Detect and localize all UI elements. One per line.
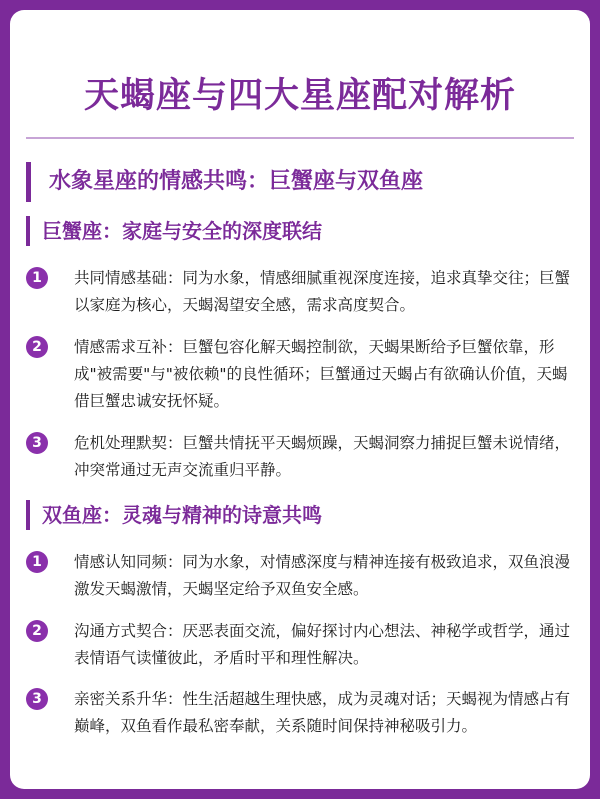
list-item-text: 危机处理默契：巨蟹共情抚平天蝎烦躁，天蝎洞察力捕捉巨蟹未说情绪，冲突常通过无声交流重归平静。 — [74, 434, 571, 479]
list-item — [26, 549, 578, 603]
number-badge-icon: 1 — [26, 267, 48, 289]
list-item-text: 情感认知同频：同为水象，对情感深度与精神连接有极致追求，双鱼浪漫激发天蝎激情，天蝎坚定给予双鱼安全感。 — [74, 553, 571, 598]
list-item — [26, 618, 578, 672]
list-item-text: 沟通方式契合：厌恶表面交流，偏好探讨内心想法、神秘学或哲学，通过表情语气读懂彼此，矛盾时平和理性解决。 — [74, 622, 571, 667]
list-item — [26, 430, 578, 484]
subheading-pisces: 双鱼座：灵魂与精神的诗意共鸣 — [26, 500, 322, 530]
number-badge-icon: 2 — [26, 620, 48, 642]
number-badge-icon: 2 — [26, 336, 48, 358]
list-item — [26, 686, 578, 740]
number-badge-icon: 3 — [26, 688, 48, 710]
number-badge-icon: 1 — [26, 551, 48, 573]
subheading-cancer: 巨蟹座：家庭与安全的深度联结 — [26, 216, 322, 246]
number-badge-icon: 3 — [26, 432, 48, 454]
list-item-text: 亲密关系升华：性生活超越生理快感，成为灵魂对话；天蝎视为情感占有巅峰，双鱼看作最私密奉献，关系随时间保持神秘吸引力。 — [74, 690, 571, 735]
list-item-text: 共同情感基础：同为水象，情感细腻重视深度连接，追求真挚交往；巨蟹以家庭为核心，天蝎渴望安全感，需求高度契合。 — [74, 269, 571, 314]
list-item — [26, 334, 578, 415]
page-title: 天蝎座与四大星座配对解析 — [83, 76, 516, 116]
section-heading-water-signs: 水象星座的情感共鸣：巨蟹座与双鱼座 — [26, 162, 423, 202]
list-item — [26, 265, 578, 319]
list-item-text: 情感需求互补：巨蟹包容化解天蝎控制欲，天蝎果断给予巨蟹依靠，形成"被需要"与"被依赖"的良性循环；巨蟹通过天蝎占有欲确认价值，天蝎借巨蟹忠诚安抚怀疑。 — [74, 338, 568, 410]
title-divider — [26, 137, 574, 139]
content-card — [10, 10, 590, 789]
